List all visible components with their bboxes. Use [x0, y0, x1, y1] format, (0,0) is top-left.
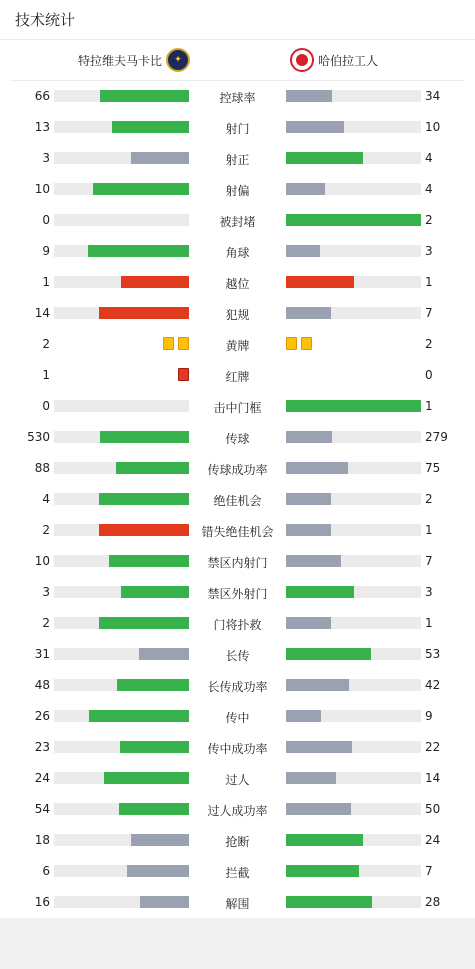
- stat-label: 抢断: [225, 835, 250, 849]
- stat-label: 越位: [225, 277, 250, 291]
- home-bar: [89, 710, 189, 722]
- away-value: 1: [425, 616, 433, 630]
- stat-row: [0, 763, 475, 794]
- away-bar: [286, 214, 421, 226]
- home-value: 0: [42, 399, 50, 413]
- stat-label: 射偏: [225, 184, 250, 198]
- stat-label: 传球: [225, 432, 250, 446]
- away-bar: [286, 276, 354, 288]
- away-value: 3: [425, 244, 433, 258]
- away-value: 9: [425, 709, 433, 723]
- home-cards: [178, 368, 189, 381]
- away-bar: [286, 865, 359, 877]
- home-bar: [139, 648, 189, 660]
- home-bar: [121, 586, 189, 598]
- away-value: 7: [425, 864, 433, 878]
- away-bar-track: [286, 555, 421, 567]
- home-value: 48: [34, 678, 50, 692]
- away-value: 7: [425, 306, 433, 320]
- away-bar-track: [286, 896, 421, 908]
- home-bar: [140, 896, 189, 908]
- home-bar: [117, 679, 189, 691]
- stat-label: 过人: [225, 773, 250, 787]
- away-value: 1: [425, 523, 433, 537]
- home-bar-track: [54, 710, 189, 722]
- home-bar: [119, 803, 189, 815]
- stat-row: [0, 577, 475, 608]
- away-bar: [286, 586, 354, 598]
- away-value: 1: [425, 399, 433, 413]
- stat-row: [0, 670, 475, 701]
- home-value: 10: [34, 554, 50, 568]
- home-bar-track: [54, 772, 189, 784]
- home-value: 1: [42, 368, 50, 382]
- stat-label: 禁区外射门: [207, 587, 268, 601]
- away-bar-track: [286, 90, 421, 102]
- away-cards: [286, 337, 312, 350]
- stat-row: [0, 143, 475, 174]
- away-bar-track: [286, 834, 421, 846]
- away-bar: [286, 834, 363, 846]
- stat-row: [0, 112, 475, 143]
- yellow-card-icon: [178, 337, 189, 350]
- stat-label: 绝佳机会: [213, 494, 262, 508]
- home-bar: [100, 431, 189, 443]
- stat-row: [0, 608, 475, 639]
- away-bar: [286, 679, 349, 691]
- home-value: 0: [42, 213, 50, 227]
- away-bar-track: [286, 586, 421, 598]
- stat-row: [0, 453, 475, 484]
- away-value: 4: [425, 151, 433, 165]
- away-value: 75: [425, 461, 441, 475]
- away-bar: [286, 772, 336, 784]
- away-bar-track: [286, 803, 421, 815]
- away-bar-track: [286, 648, 421, 660]
- home-bar-track: [54, 896, 189, 908]
- home-bar-track: [54, 617, 189, 629]
- home-bar: [99, 307, 189, 319]
- home-bar: [112, 121, 189, 133]
- home-value: 530: [27, 430, 50, 444]
- stat-label: 门将扑救: [213, 618, 262, 632]
- away-value: 50: [425, 802, 441, 816]
- away-bar: [286, 245, 320, 257]
- home-value: 14: [34, 306, 50, 320]
- home-bar: [120, 741, 189, 753]
- away-bar: [286, 462, 348, 474]
- home-bar: [116, 462, 189, 474]
- stat-row: [0, 484, 475, 515]
- home-value: 2: [42, 337, 50, 351]
- stat-label: 红牌: [225, 370, 250, 384]
- away-bar: [286, 90, 332, 102]
- home-value: 1: [42, 275, 50, 289]
- home-bar: [131, 834, 189, 846]
- home-value: 2: [42, 616, 50, 630]
- stat-label: 传中: [225, 711, 250, 725]
- away-bar: [286, 183, 325, 195]
- away-bar-track: [286, 214, 421, 226]
- home-bar: [93, 183, 189, 195]
- away-bar-track: [286, 462, 421, 474]
- away-bar: [286, 896, 372, 908]
- stat-row: [0, 546, 475, 577]
- home-value: 6: [42, 864, 50, 878]
- stat-row: [0, 856, 475, 887]
- stat-label: 解围: [225, 897, 250, 911]
- away-team-name: 哈伯拉工人: [318, 53, 379, 68]
- away-bar: [286, 307, 331, 319]
- home-bar-track: [54, 586, 189, 598]
- home-bar-track: [54, 431, 189, 443]
- stat-row: [0, 174, 475, 205]
- away-team[interactable]: [290, 48, 378, 72]
- away-value: 14: [425, 771, 441, 785]
- home-bar-track: [54, 245, 189, 257]
- home-team[interactable]: [78, 48, 190, 72]
- home-value: 3: [42, 585, 50, 599]
- home-team-name: 特拉维夫马卡比: [77, 53, 162, 68]
- away-bar: [286, 121, 344, 133]
- home-value: 13: [34, 120, 50, 134]
- home-bar-track: [54, 679, 189, 691]
- away-bar-track: [286, 710, 421, 722]
- yellow-card-icon: [301, 337, 312, 350]
- away-bar-track: [286, 679, 421, 691]
- home-value: 66: [34, 89, 50, 103]
- home-bar: [99, 493, 189, 505]
- home-bar-track: [54, 90, 189, 102]
- stat-row: [0, 391, 475, 422]
- away-value: 0: [425, 368, 433, 382]
- stat-row: [0, 701, 475, 732]
- home-bar-track: [54, 152, 189, 164]
- home-bar-track: [54, 307, 189, 319]
- stat-row: [0, 887, 475, 918]
- away-value: 22: [425, 740, 441, 754]
- yellow-card-icon: [286, 337, 297, 350]
- stat-label: 传球成功率: [207, 463, 268, 477]
- stat-row: [0, 298, 475, 329]
- away-value: 1: [425, 275, 433, 289]
- home-value: 88: [34, 461, 50, 475]
- page-title: 技术统计: [0, 0, 475, 40]
- away-value: 28: [425, 895, 441, 909]
- home-value: 18: [34, 833, 50, 847]
- home-value: 10: [34, 182, 50, 196]
- home-bar-track: [54, 121, 189, 133]
- away-bar-track: [286, 617, 421, 629]
- home-bar-track: [54, 555, 189, 567]
- home-value: 23: [34, 740, 50, 754]
- away-value: 53: [425, 647, 441, 661]
- yellow-card-icon: [163, 337, 174, 350]
- home-value: 4: [42, 492, 50, 506]
- home-value: 9: [42, 244, 50, 258]
- away-bar: [286, 524, 331, 536]
- away-value: 10: [425, 120, 441, 134]
- away-bar-track: [286, 183, 421, 195]
- home-bar-track: [54, 400, 189, 412]
- stat-row: [0, 360, 475, 391]
- away-value: 7: [425, 554, 433, 568]
- away-value: 2: [425, 337, 433, 351]
- away-value: 24: [425, 833, 441, 847]
- away-value: 279: [425, 430, 448, 444]
- home-bar-track: [54, 214, 189, 226]
- stat-label: 禁区内射门: [207, 556, 268, 570]
- stat-label: 长传成功率: [207, 680, 268, 694]
- home-bar-track: [54, 865, 189, 877]
- away-team-logo-icon: [290, 48, 314, 72]
- away-bar-track: [286, 493, 421, 505]
- away-bar: [286, 493, 331, 505]
- away-bar-track: [286, 431, 421, 443]
- stats-list: [0, 81, 475, 918]
- away-bar-track: [286, 741, 421, 753]
- stat-label: 传中成功率: [207, 742, 268, 756]
- stat-label: 射正: [225, 153, 250, 167]
- home-bar: [99, 524, 189, 536]
- stat-row: [0, 825, 475, 856]
- away-bar-track: [286, 772, 421, 784]
- home-value: 16: [34, 895, 50, 909]
- home-bar-track: [54, 834, 189, 846]
- away-value: 2: [425, 213, 433, 227]
- stat-label: 拦截: [225, 866, 250, 880]
- stat-row: [0, 329, 475, 360]
- stat-label: 射门: [225, 122, 250, 136]
- away-bar: [286, 710, 321, 722]
- home-bar: [121, 276, 189, 288]
- away-value: 42: [425, 678, 441, 692]
- away-bar: [286, 555, 341, 567]
- stat-label: 黄牌: [225, 339, 250, 353]
- stat-label: 控球率: [219, 91, 256, 105]
- home-bar-track: [54, 803, 189, 815]
- home-bar: [109, 555, 189, 567]
- away-bar-track: [286, 276, 421, 288]
- away-bar: [286, 648, 371, 660]
- teams-header: [10, 40, 465, 81]
- away-value: 4: [425, 182, 433, 196]
- red-card-icon: [178, 368, 189, 381]
- home-value: 24: [34, 771, 50, 785]
- home-value: 26: [34, 709, 50, 723]
- home-bar: [99, 617, 189, 629]
- away-bar-track: [286, 152, 421, 164]
- away-bar: [286, 152, 363, 164]
- stat-row: [0, 732, 475, 763]
- stat-row: [0, 236, 475, 267]
- stat-label: 过人成功率: [207, 804, 268, 818]
- home-bar: [131, 152, 189, 164]
- home-bar-track: [54, 648, 189, 660]
- home-bar-track: [54, 524, 189, 536]
- stat-row: [0, 267, 475, 298]
- home-team-logo-icon: ✦: [166, 48, 190, 72]
- away-bar-track: [286, 121, 421, 133]
- away-bar-track: [286, 400, 421, 412]
- away-bar: [286, 741, 352, 753]
- home-bar: [88, 245, 189, 257]
- stat-label: 角球: [225, 246, 250, 260]
- home-value: 2: [42, 523, 50, 537]
- stat-row: [0, 81, 475, 112]
- home-bar-track: [54, 183, 189, 195]
- stat-label: 被封堵: [219, 215, 256, 229]
- home-bar: [100, 90, 189, 102]
- stat-label: 犯规: [225, 308, 250, 322]
- home-bar-track: [54, 276, 189, 288]
- stat-row: [0, 422, 475, 453]
- away-value: 3: [425, 585, 433, 599]
- away-value: 2: [425, 492, 433, 506]
- stat-row: [0, 639, 475, 670]
- home-bar-track: [54, 741, 189, 753]
- stat-row: [0, 205, 475, 236]
- home-value: 3: [42, 151, 50, 165]
- stat-row: [0, 794, 475, 825]
- stat-label: 长传: [225, 649, 250, 663]
- away-bar: [286, 431, 332, 443]
- away-bar: [286, 400, 421, 412]
- stat-label: 击中门框: [213, 401, 262, 415]
- home-bar-track: [54, 462, 189, 474]
- home-value: 31: [34, 647, 50, 661]
- stat-label: 错失绝佳机会: [201, 525, 274, 539]
- home-bar-track: [54, 493, 189, 505]
- away-value: 34: [425, 89, 441, 103]
- stat-row: [0, 515, 475, 546]
- away-bar-track: [286, 524, 421, 536]
- away-bar-track: [286, 307, 421, 319]
- away-bar-track: [286, 865, 421, 877]
- away-bar-track: [286, 245, 421, 257]
- home-cards: [163, 337, 189, 350]
- away-bar: [286, 803, 351, 815]
- away-bar: [286, 617, 331, 629]
- home-value: 54: [34, 802, 50, 816]
- home-bar: [127, 865, 189, 877]
- home-bar: [104, 772, 189, 784]
